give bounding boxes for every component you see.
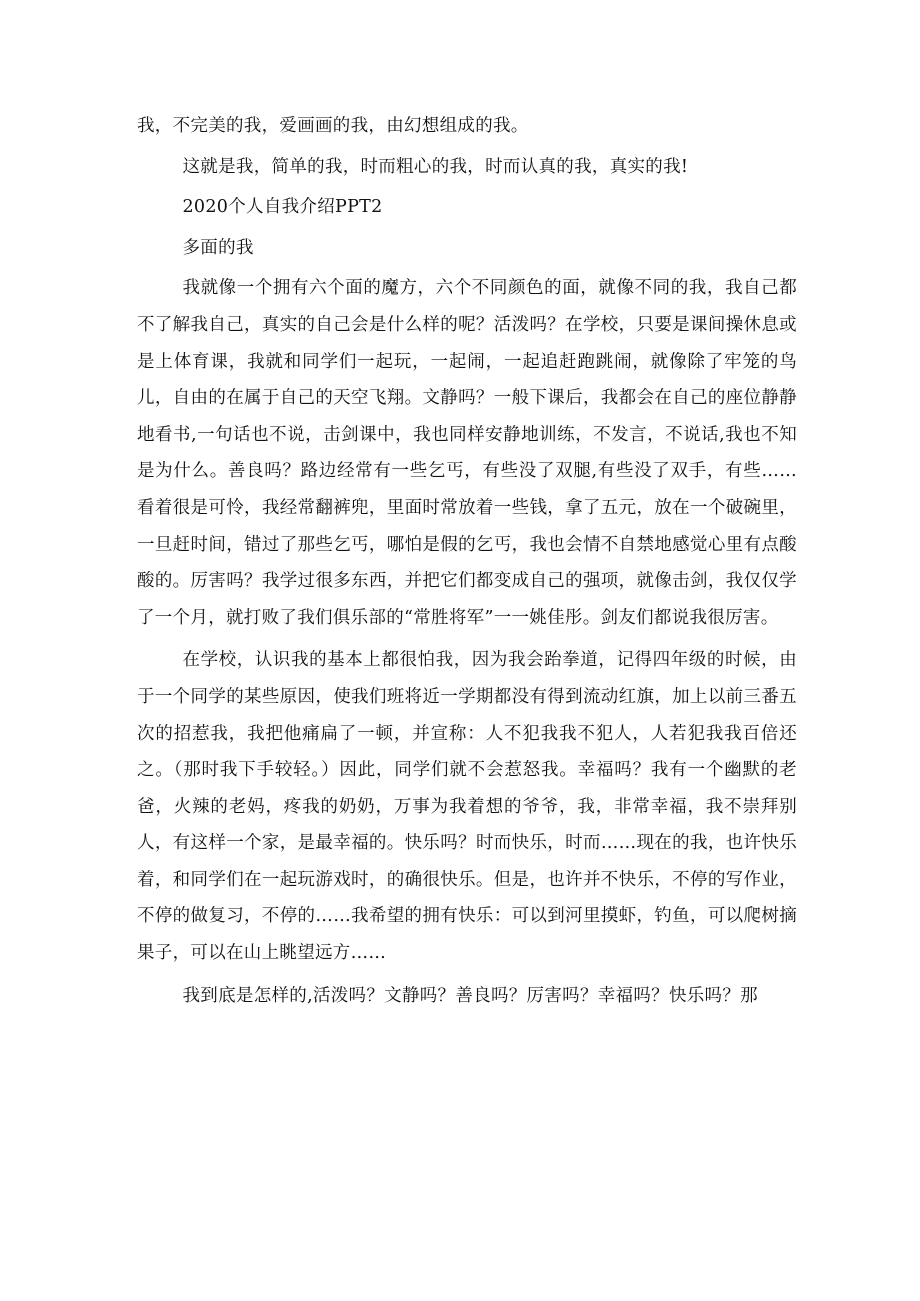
section-title: 2020个人自我介绍PPT2 xyxy=(182,197,383,218)
document-body xyxy=(137,108,797,1014)
paragraph-2: 在学校，认识我的基本上都很怕我，因为我会跆拳道，记得四年级的时候，由于一个同学的某些原因，使我们班将近一学期都没有得到流动红旗，加上以前三番五次的招惹我，我把他痛扁了一顿，并宣称：人不犯我我不犯人，人若犯我我百倍还之。（那时我下手较轻。）因此，同学们就不会惹怒我。幸福吗？我有一个幽默的老爸，火辣的老妈，疼我的奶奶，万事为我着想的爷爷，我，非常幸福，我不崇拜别人，有这样一个家，是最幸福的。快乐吗？时而快乐，时而……现在的我，也许快乐着，和同学们在一起玩游戏时，的确很快乐。但是，也许并不快乐，不停的写作业，不停的做复习，不停的……我希望的拥有快乐：可以到河里摸虾，钓鱼，可以爬树摘果子，可以在山上眺望远方…… xyxy=(137,650,797,964)
paragraph-1: 我就像一个拥有六个面的魔方，六个不同颜色的面，就像不同的我，我自己都不了解我自己，真实的自己会是什么样的呢？活泼吗？在学校，只要是课间操休息或是上体育课，我就和同学们一起玩，一起闹，一起追赶跑跳闹，就像除了牢笼的鸟儿，自由的在属于自己的天空飞翔。文静吗？一般下课后，我都会在自己的座位静静地看书,一句话也不说，击剑课中，我也同样安静地训练，不发言，不说话,我也不知是为什么。善良吗？路边经常有一些乞丐，有些没了双腿,有些没了双手，有些……看着很是可怜，我经常翻裤兜，里面时常放着一些钱，拿了五元，放在一个破碗里，一旦赶时间，错过了那些乞丐，哪怕是假的乞丐，我也会情不自禁地感觉心里有点酸酸的。厉害吗？我学过很多东西，并把它们都变成自己的强项，就像击剑，我仅仅学了一个月，就打败了我们俱乐部的“常胜将军”一一姚佳彤。剑友们都说我很厉害。 xyxy=(137,278,797,628)
continuation-line: 我，不完美的我，爱画画的我，由幻想组成的我。 xyxy=(137,116,529,136)
essay-title: 多面的我 xyxy=(182,237,254,258)
paragraph-3: 我到底是怎样的,活泼吗？文静吗？善良吗？厉害吗？幸福吗？快乐吗？那 xyxy=(182,985,758,1006)
closing-line: 这就是我，简单的我，时而粗心的我，时而认真的我，真实的我! xyxy=(182,156,689,177)
